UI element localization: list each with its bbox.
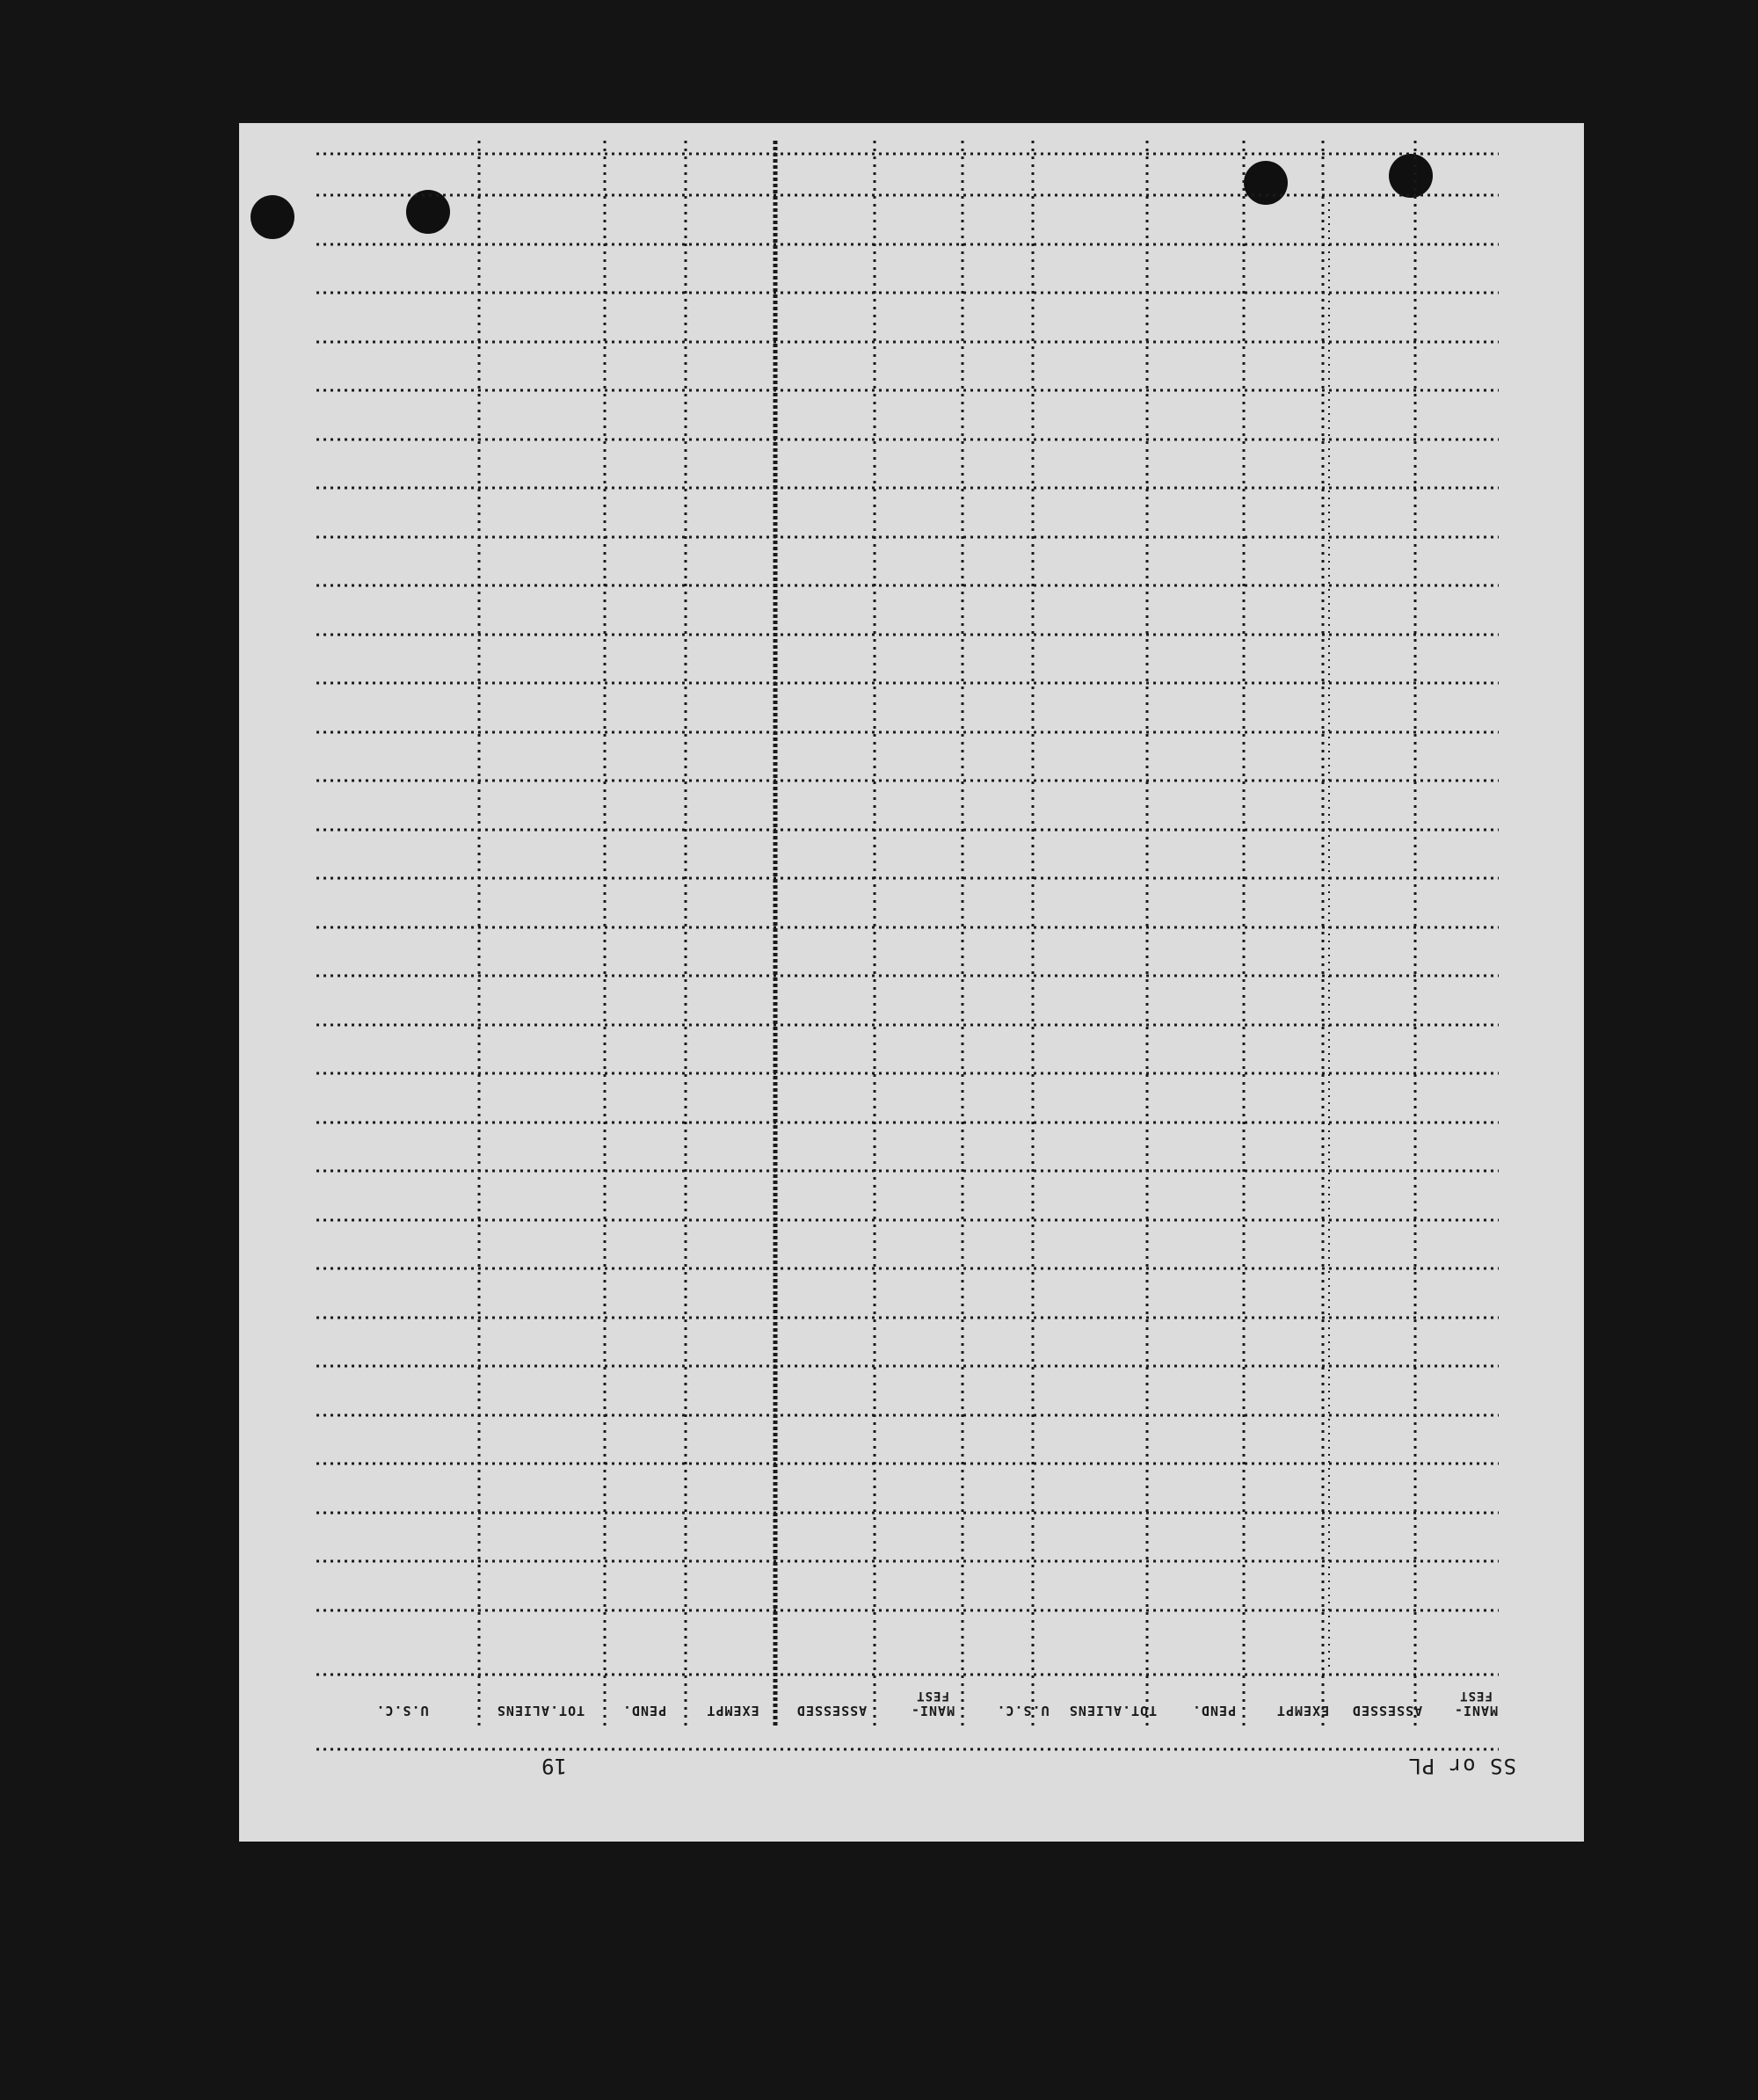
column-header (479, 1675, 602, 1736)
column-header-label: MANI- (910, 1703, 955, 1719)
column-header-label: PEND. (1191, 1703, 1237, 1719)
vessel-label: SS or PL (1407, 1754, 1516, 1778)
column-header-label: MANI- (1453, 1703, 1499, 1719)
column-header-label: U.S.C. (996, 1703, 1050, 1719)
column-header-label: U.S.C. (375, 1703, 429, 1719)
column-header-label: ASSESSED (1351, 1703, 1423, 1719)
column-header (325, 1675, 479, 1736)
column-header (981, 1675, 1064, 1736)
column-header (1435, 1675, 1516, 1736)
column-header-sublabel: FEST (1459, 1689, 1493, 1703)
year-label: 19 (541, 1754, 567, 1778)
column-header (1064, 1675, 1161, 1736)
column-header (686, 1675, 779, 1736)
column-header-row (325, 1675, 1516, 1736)
column-header-label: TOT.ALIENS (1068, 1703, 1158, 1719)
column-header (1267, 1675, 1339, 1736)
column-header-label: PEND. (621, 1703, 667, 1719)
column-header-label: EXEMPT (1275, 1703, 1330, 1719)
form-footer (325, 1745, 1516, 1789)
column-header (779, 1675, 884, 1736)
column-header (1161, 1675, 1267, 1736)
column-header-label: TOT.ALIENS (496, 1703, 585, 1719)
column-header (884, 1675, 981, 1736)
column-header (1339, 1675, 1435, 1736)
column-header (602, 1675, 686, 1736)
column-header-sublabel: FEST (916, 1689, 949, 1703)
column-header-label: EXEMPT (706, 1703, 759, 1719)
column-header-label: ASSESSED (795, 1703, 868, 1719)
